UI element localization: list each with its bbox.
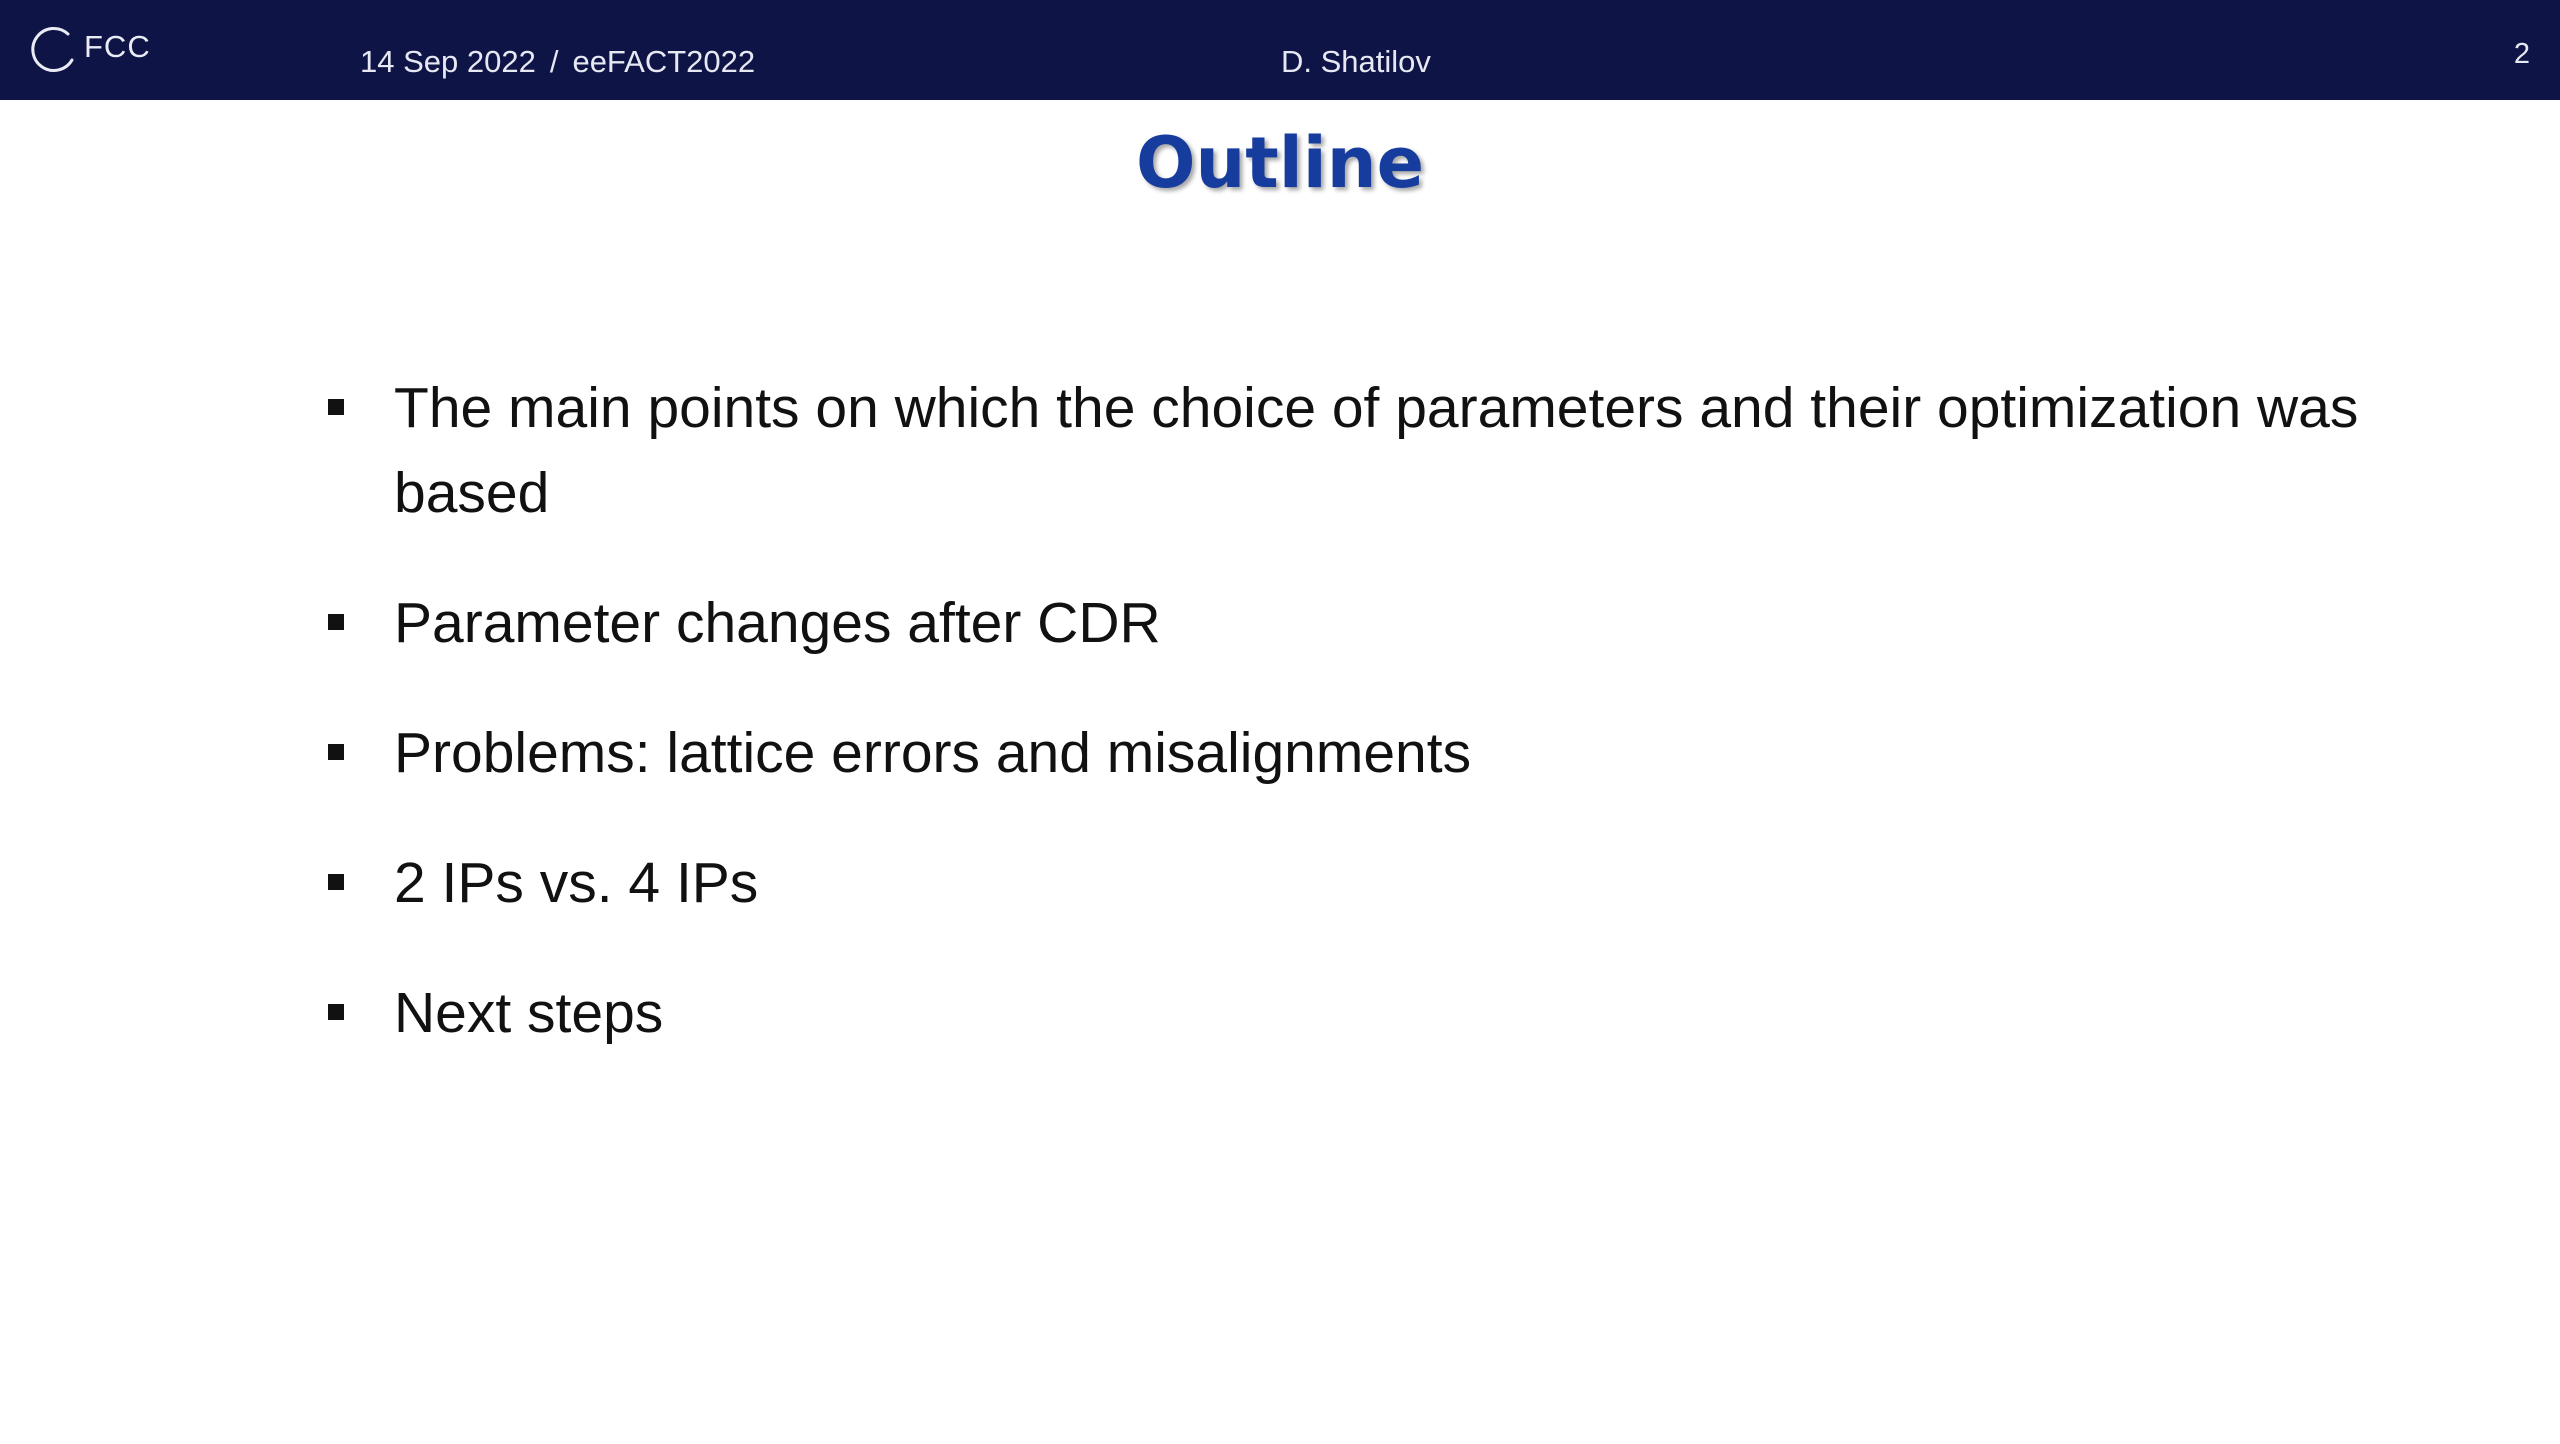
header-separator: /: [549, 44, 559, 79]
square-bullet-icon: [328, 874, 344, 890]
bullet-item: [328, 366, 2408, 536]
slide-title: Outline: [1135, 122, 1425, 204]
bullet-item: [328, 711, 2408, 796]
page-number: 2: [2513, 38, 2530, 70]
bullet-text: The main points on which the choice of parameters and their optimization was based: [394, 376, 2359, 525]
square-bullet-icon: [328, 614, 344, 630]
bullet-item: [328, 971, 2408, 1056]
bullet-text: Problems: lattice errors and misalignments: [394, 721, 1472, 785]
fcc-ring-icon: [28, 24, 80, 76]
bullet-text: Parameter changes after CDR: [394, 591, 1161, 655]
square-bullet-icon: [328, 399, 344, 415]
header-date-event: [360, 44, 755, 80]
header-author: D. Shatilov: [1281, 44, 1431, 79]
fcc-logo: [28, 22, 151, 78]
logo-text: FCC: [84, 29, 151, 64]
bullet-list: [328, 366, 2408, 1101]
bullet-text: 2 IPs vs. 4 IPs: [394, 851, 759, 915]
bullet-item: [328, 841, 2408, 926]
square-bullet-icon: [328, 1004, 344, 1020]
bullet-item: [328, 581, 2408, 666]
header-event: eeFACT2022: [572, 44, 756, 79]
bullet-text: Next steps: [394, 981, 664, 1045]
square-bullet-icon: [328, 744, 344, 760]
header-date: 14 Sep 2022: [360, 44, 536, 79]
header-bar: [0, 0, 2560, 100]
